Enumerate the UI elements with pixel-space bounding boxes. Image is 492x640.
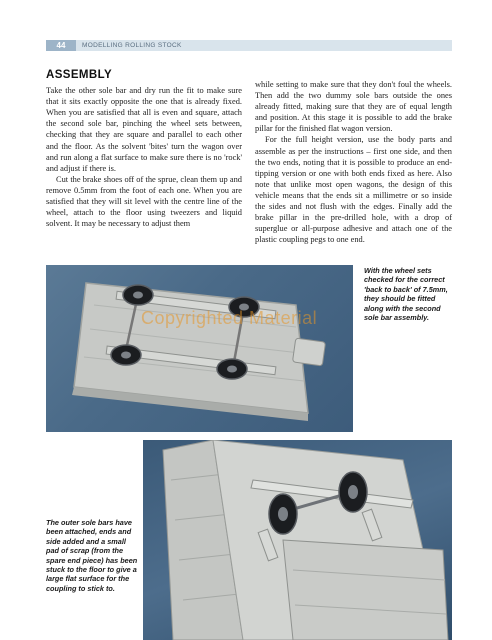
figure-caption: The outer sole bars have been attached, ends and side added and a small pad of scrap (from the spare end piece) has been stuck to the floor to give a large flat surface for the coupling to stick to. (46, 518, 138, 593)
photo-wagon-body (143, 440, 452, 640)
paragraph: Take the other sole bar and dry run the fit to make sure that it sits exactly opposite the one that is already fixed. When you are satisfied that all is even and square, attach the second sole bar, pinching the wheel sets between, checking that they are square and parallel to each other and the floor. As the solvent 'bites' turn the wagon over and run along a flat surface to make sure there is no 'rock' and adjust if there is. (46, 86, 242, 173)
text-column-left (46, 70, 242, 229)
watermark: Copyrighted Material (141, 308, 318, 328)
running-head: MODELLING ROLLING STOCK (82, 42, 182, 49)
paragraph: Cut the brake shoes off of the sprue, clean them up and remove 0.5mm from the foot of each one. When you are satisfied that they will sit level with the centre line of the wheel, attach to the floor using tweezers and liquid solvent. It may be necessary to adjust them (46, 174, 242, 229)
photo-wheelsets (46, 265, 353, 432)
wagon-chassis-illustration (46, 265, 353, 432)
section-heading: ASSEMBLY (46, 69, 113, 81)
figure-caption: With the wheel sets checked for the correct 'back to back' of 7.5mm, they should be fitted along with the second sole bar assembly. (364, 266, 448, 323)
page-number: 44 (46, 40, 76, 51)
wagon-body-illustration (143, 440, 452, 640)
paragraph: For the full height version, use the body parts and assemble as per the instructions – first one side, and then the two ends, noting that it is possible to produce an end-tipping version or one with both ends fixed as here. Also note that unlike most open wagons, the design of this vehicle means that the ends sit a millimetre or so inside the sides and not flush with the edges. Finally add the brake pillar in the pre-drilled hole, with a drop of superglue or all-purpose adhesive and attach one of the plastic coupling pegs to one end. (255, 135, 452, 245)
text-column-right (255, 79, 452, 245)
paragraph: while setting to make sure that they don't foul the wheels. Then add the two dummy sole bars outside the ones already fitted, making sure that they are of equal length and position. At this stage it is possible to add the brake pillar for the finished flat wagon version. (255, 80, 452, 134)
page-header (46, 40, 452, 51)
